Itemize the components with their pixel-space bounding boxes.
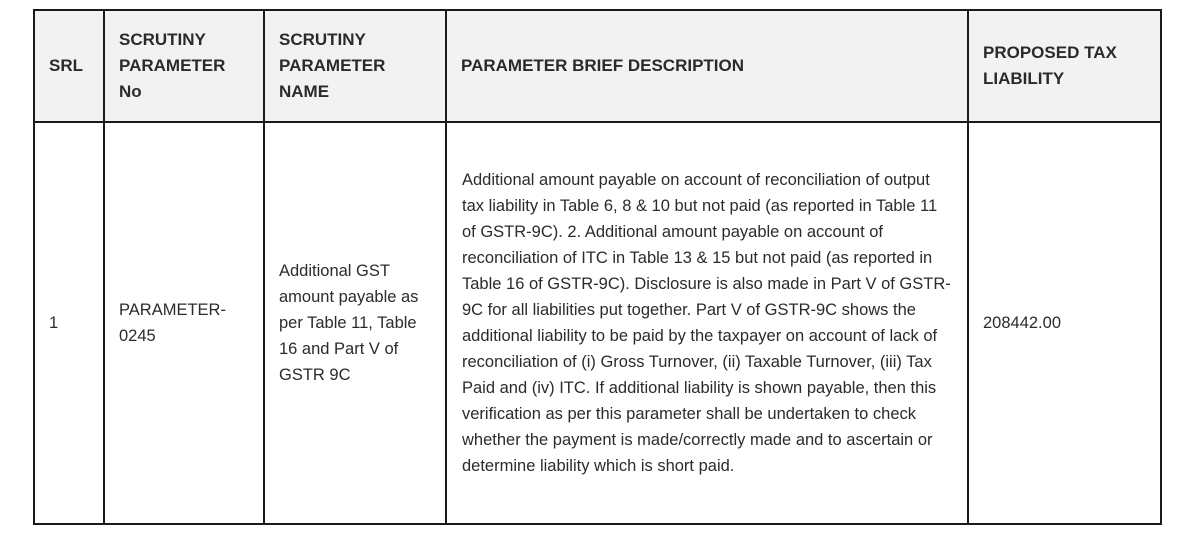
scrutiny-parameter-table [33, 9, 1162, 525]
cell-parameter-no: PARAMETER-0245 [104, 122, 264, 524]
header-proposed-tax-liability: PROPOSED TAX LIABILITY [968, 10, 1161, 122]
scrutiny-table-container [33, 9, 1162, 525]
table-row [34, 122, 1161, 524]
header-parameter-brief-description: PARAMETER BRIEF DESCRIPTION [446, 10, 968, 122]
header-scrutiny-parameter-no: SCRUTINY PARAMETER No [104, 10, 264, 122]
cell-proposed-tax-liability: 208442.00 [968, 122, 1161, 524]
cell-parameter-name: Additional GST amount payable as per Table 11, Table 16 and Part V of GSTR 9C [264, 122, 446, 524]
header-scrutiny-parameter-name: SCRUTINY PARAMETER NAME [264, 10, 446, 122]
cell-srl: 1 [34, 122, 104, 524]
cell-description: Additional amount payable on account of reconciliation of output tax liability in Table 6, 8 & 10 but not paid (as reported in Table 11 of GSTR-9C). 2. Additional amount payable on account of reconciliation of ITC in Table 13 & 15 but not paid (as reported in Table 16 of GSTR-9C). Disclosure is also made in Part V of GSTR-9C for all liabilities put together. Part V of GSTR-9C shows the additional liability to be paid by the taxpayer on account of lack of reconciliation of (i) Gross Turnover, (ii) Taxable Turnover, (iii) Tax Paid and (iv) ITC. If additional liability is shown payable, then this verification as per this parameter shall be undertaken to check whether the payment is made/correctly made and to ascertain or determine liability which is short paid. [446, 122, 968, 524]
header-srl: SRL [34, 10, 104, 122]
table-header-row [34, 10, 1161, 122]
